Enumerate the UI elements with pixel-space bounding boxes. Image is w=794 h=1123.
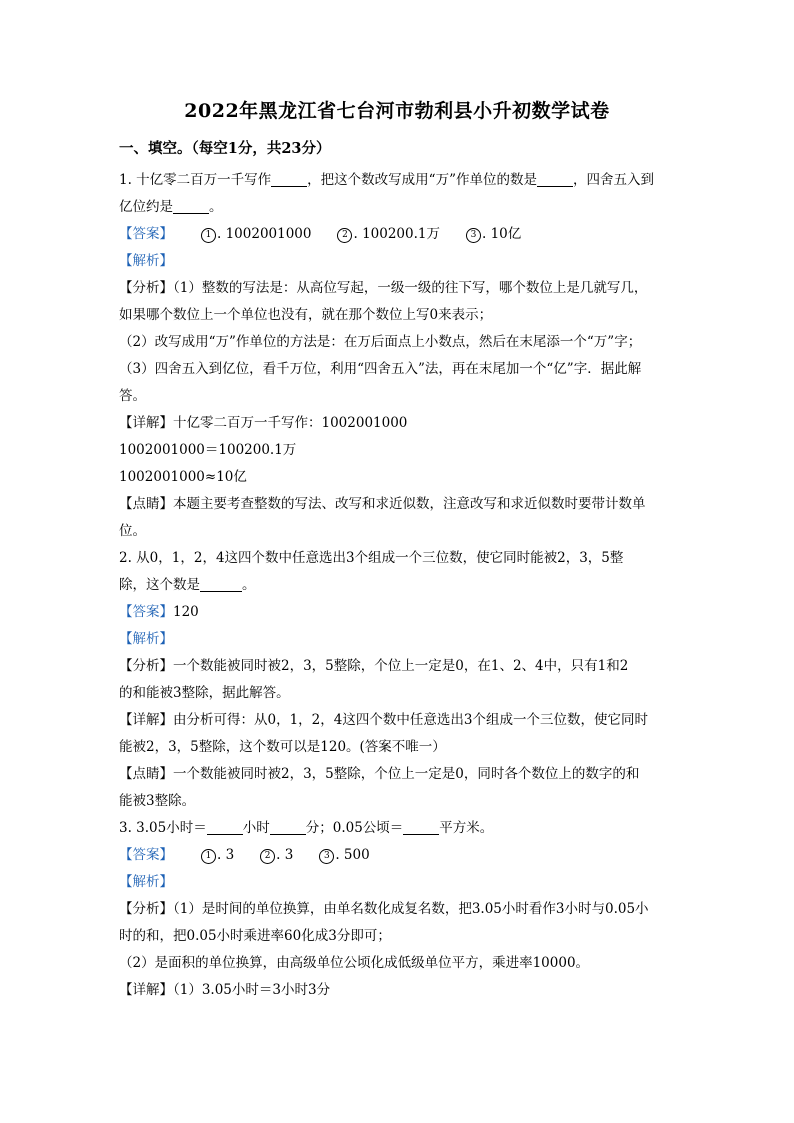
q2-fenxi-1: 一个数能被同时被2，3，5整除，个位上一定是0，在1、2、4中，只有1和2 [173, 658, 629, 674]
q2-answer-line [119, 599, 679, 626]
q3-xiangjie-line1 [119, 977, 679, 1004]
q3-answer-line [119, 842, 679, 869]
q2-fenxi-line2: 的和能被3整除，据此解答。 [119, 685, 290, 701]
q1-answer-3: . 10亿 [481, 226, 522, 242]
q1-xiangjie-line3: 1002001000≈10亿 [119, 469, 247, 485]
q3-answer-2: . 3 [276, 847, 294, 863]
q1-xiangjie-1: 十亿零二百万一千写作：1002001000 [173, 415, 408, 431]
q2-stem-2a: 除，这个数是 [119, 577, 200, 593]
q2-xiangjie-1: 由分析可得：从0，1，2，4这四个数中任意选出3个组成一个三位数，使它同时 [173, 712, 648, 728]
q1-xiangjie-line1 [119, 410, 679, 437]
q3-fenxi-line3: （2）是面积的单位换算，由高级单位公顷化成低级单位平方，乘进率10000。 [119, 955, 590, 971]
q1-xiangjie-line2: 1002001000＝100200.1万 [119, 442, 297, 458]
circled-number: 3 [319, 849, 334, 864]
q1-answer-1: . 1002001000 [217, 226, 312, 242]
q1-fenxi-1: （1）整数的写法是：从高位写起，一级一级的往下写，哪个数位上是几就写几， [173, 280, 648, 296]
q1-stem-c: ，四舍五入到 [572, 172, 654, 188]
q1-fenxi-line1 [119, 275, 679, 302]
answer-label: 【答案】 [119, 604, 173, 620]
q1-fenxi-line4: （3）四舍五入到亿位，看千万位，利用“四舍五入”法，再在末尾加一个“亿”字．据此解 [119, 361, 642, 377]
q3-fenxi-line2: 时的和，把0.05小时乘进率60化成3分即可； [119, 928, 391, 944]
q1-answer-2: . 100200.1万 [353, 226, 440, 242]
q2-xiangjie-line1 [119, 707, 679, 734]
q3-stem-line [119, 815, 679, 842]
circled-number: 1 [201, 228, 216, 243]
document-title: 2022年黑龙江省七台河市勃利县小升初数学试卷 [184, 100, 610, 122]
q3-fenxi-1: （1）是时间的单位换算，由单名数化成复名数，把3.05小时看作3小时与0.05小 [173, 901, 649, 917]
q1-blank-2 [537, 170, 573, 187]
q1-fenxi-line3: （2）改写成用“万”作单位的方法是：在万后面点上小数点，然后在末尾添一个“万”字； [119, 334, 642, 350]
circled-number: 2 [337, 228, 352, 243]
dianjing-label: 【点睛】 [119, 496, 173, 512]
q1-stem-e: 。 [209, 199, 223, 215]
document-body [119, 167, 679, 1004]
q3-stem-b: 小时 [242, 820, 270, 836]
q1-fenxi-line5: 答。 [119, 388, 146, 404]
q3-analysis-line [119, 869, 679, 896]
q3-stem-a: 3. 3.05小时＝ [119, 820, 207, 836]
answer-label: 【答案】 [119, 847, 173, 863]
xiangjie-label: 【详解】 [119, 982, 173, 998]
q2-dianjing-1: 一个数能被同时被2，3，5整除，个位上一定是0，同时各个数位上的数字的和 [173, 766, 640, 782]
q2-xiangjie-line2: 能被2，3，5整除，这个数可以是120。(答案不唯一） [119, 739, 446, 755]
q3-stem-c: 分；0.05公顷＝ [305, 820, 404, 836]
q1-blank-1 [271, 170, 307, 187]
q1-stem-line1 [119, 167, 679, 194]
circled-number: 1 [201, 849, 216, 864]
q3-answer-3: . 500 [335, 847, 370, 863]
q3-blank-1 [207, 818, 243, 835]
q1-stem-a: 1. 十亿零二百万一千写作 [119, 172, 272, 188]
q1-stem-d: 亿位约是 [119, 199, 173, 215]
q3-xiangjie-1: （1）3.05小时＝3小时3分 [173, 982, 331, 998]
q1-analysis-line [119, 248, 679, 275]
xiangjie-label: 【详解】 [119, 415, 173, 431]
q3-answer-1: . 3 [217, 847, 235, 863]
fenxi-label: 【分析】 [119, 658, 173, 674]
analysis-label: 【解析】 [119, 631, 173, 647]
q1-dianjing-1: 本题主要考查整数的写法、改写和求近似数，注意改写和求近似数时要带计数单 [173, 496, 646, 512]
fenxi-label: 【分析】 [119, 901, 173, 917]
q1-stem-line2 [119, 194, 679, 221]
q2-analysis-line [119, 626, 679, 653]
q2-dianjing-line2: 能被3整除。 [119, 793, 196, 809]
q2-blank-1 [200, 575, 242, 592]
q3-stem-d: 平方米。 [439, 820, 494, 836]
q2-dianjing-line1 [119, 761, 679, 788]
circled-number: 3 [466, 228, 481, 243]
analysis-label: 【解析】 [119, 253, 173, 269]
q1-fenxi-line2: 如果哪个数位上一个单位也没有，就在那个数位上写0来表示； [119, 307, 493, 323]
q2-answer: 120 [173, 604, 199, 620]
q2-stem-2b: 。 [242, 577, 256, 593]
q3-fenxi-line1 [119, 896, 679, 923]
circled-number: 2 [260, 849, 275, 864]
q3-blank-3 [403, 818, 439, 835]
q2-stem-line2 [119, 572, 679, 599]
q1-dianjing-line1 [119, 491, 679, 518]
q1-dianjing-line2: 位。 [119, 523, 146, 539]
q3-blank-2 [270, 818, 306, 835]
fenxi-label: 【分析】 [119, 280, 173, 296]
analysis-label: 【解析】 [119, 874, 173, 890]
q2-stem-line1: 2. 从0，1，2，4这四个数中任意选出3个组成一个三位数，使它同时能被2，3，5整 [119, 550, 624, 566]
q2-fenxi-line1 [119, 653, 679, 680]
xiangjie-label: 【详解】 [119, 712, 173, 728]
dianjing-label: 【点睛】 [119, 766, 173, 782]
q1-answer-line [119, 221, 679, 248]
q1-stem-b: ，把这个数改写成用“万”作单位的数是 [307, 172, 537, 188]
answer-label: 【答案】 [119, 226, 173, 242]
section-heading: 一、填空。（每空1分，共23分） [119, 140, 331, 157]
q1-blank-3 [173, 197, 209, 214]
